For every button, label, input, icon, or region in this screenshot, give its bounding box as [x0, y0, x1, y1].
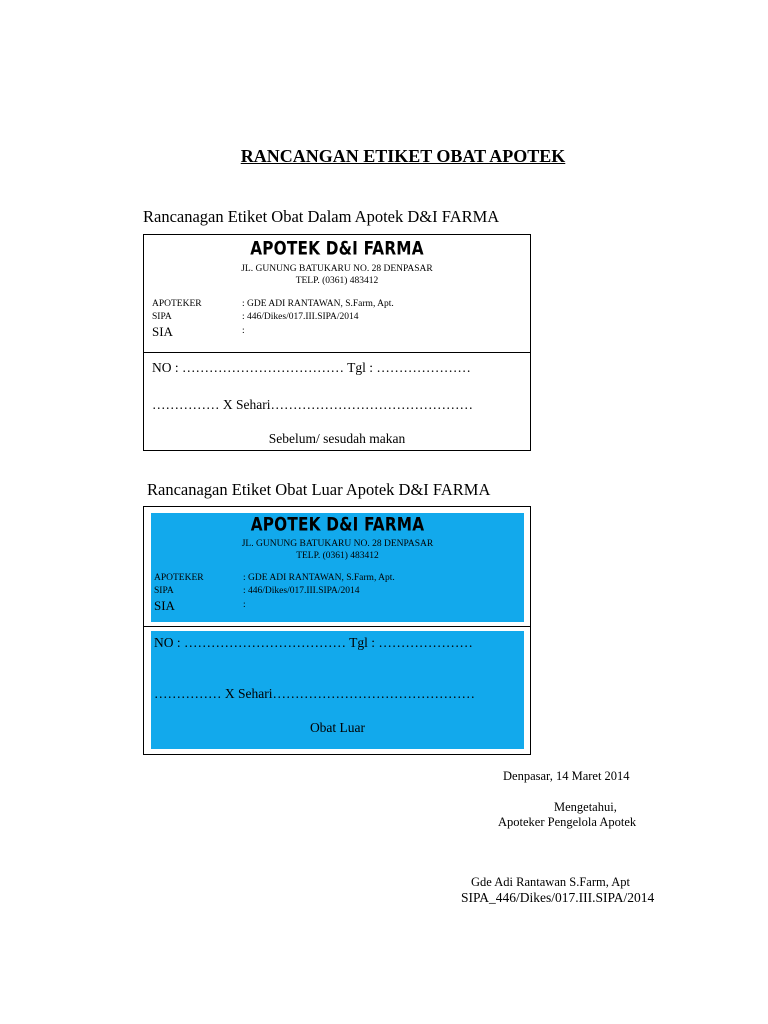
store-address: JL. GUNUNG BATUKARU NO. 28 DENPASAR	[241, 539, 434, 549]
section-heading-obat-luar: Rancanagan Etiket Obat Luar Apotek D&I FARMA	[147, 480, 491, 499]
page-title: RANCANGAN ETIKET OBAT APOTEK	[240, 146, 566, 166]
store-phone: TELP. (0361) 483412	[295, 276, 379, 286]
section-heading-obat-dalam: Rancanagan Etiket Obat Dalam Apotek D&I FARMA	[143, 207, 500, 226]
store-phone: TELP. (0361) 483412	[296, 551, 379, 561]
acknowledged-text: Mengetahui,	[554, 800, 617, 814]
dose-line: …………… X Sehari………………………………………	[152, 397, 473, 412]
no-tgl-line: NO : ……………………………… Tgl : …………………	[152, 360, 471, 375]
label-obat-luar	[143, 506, 531, 755]
no-tgl-line: NO : ……………………………… Tgl : …………………	[154, 635, 473, 650]
sipa-value: : 446/Dikes/017.III.SIPA/2014	[243, 586, 360, 596]
dose-line: …………… X Sehari………………………………………	[154, 686, 475, 701]
sipa-label: SIPA	[152, 312, 172, 322]
store-name: APOTEK D&I FARMA	[250, 513, 425, 537]
apoteker-label: APOTEKER	[154, 573, 204, 583]
sipa-label: SIPA	[154, 586, 174, 596]
sia-label: SIA	[154, 598, 175, 613]
apoteker-value: : GDE ADI RANTAWAN, S.Farm, Apt.	[243, 573, 395, 583]
store-address: JL. GUNUNG BATUKARU NO. 28 DENPASAR	[241, 264, 433, 274]
label-obat-dalam	[143, 234, 531, 451]
header-panel	[151, 513, 524, 622]
sia-label: SIA	[152, 324, 173, 339]
apoteker-value: : GDE ADI RANTAWAN, S.Farm, Apt.	[242, 299, 394, 309]
signer-name: Gde Adi Rantawan S.Farm, Apt	[471, 875, 631, 889]
label-divider	[144, 626, 530, 627]
place-date: Denpasar, 14 Maret 2014	[503, 769, 630, 783]
signer-role: Apoteker Pengelola Apotek	[498, 815, 637, 829]
sia-value: :	[242, 326, 245, 336]
sia-value: :	[243, 600, 246, 610]
apoteker-label: APOTEKER	[152, 299, 202, 309]
signer-sipa: SIPA_446/Dikes/017.III.SIPA/2014	[461, 890, 655, 905]
label-divider	[144, 352, 530, 353]
store-name: APOTEK D&I FARMA	[250, 237, 424, 261]
usage-instruction: Obat Luar	[309, 720, 366, 735]
body-panel	[151, 631, 524, 749]
usage-instruction: Sebelum/ sesudah makan	[268, 431, 406, 446]
sipa-value: : 446/Dikes/017.III.SIPA/2014	[242, 312, 359, 322]
